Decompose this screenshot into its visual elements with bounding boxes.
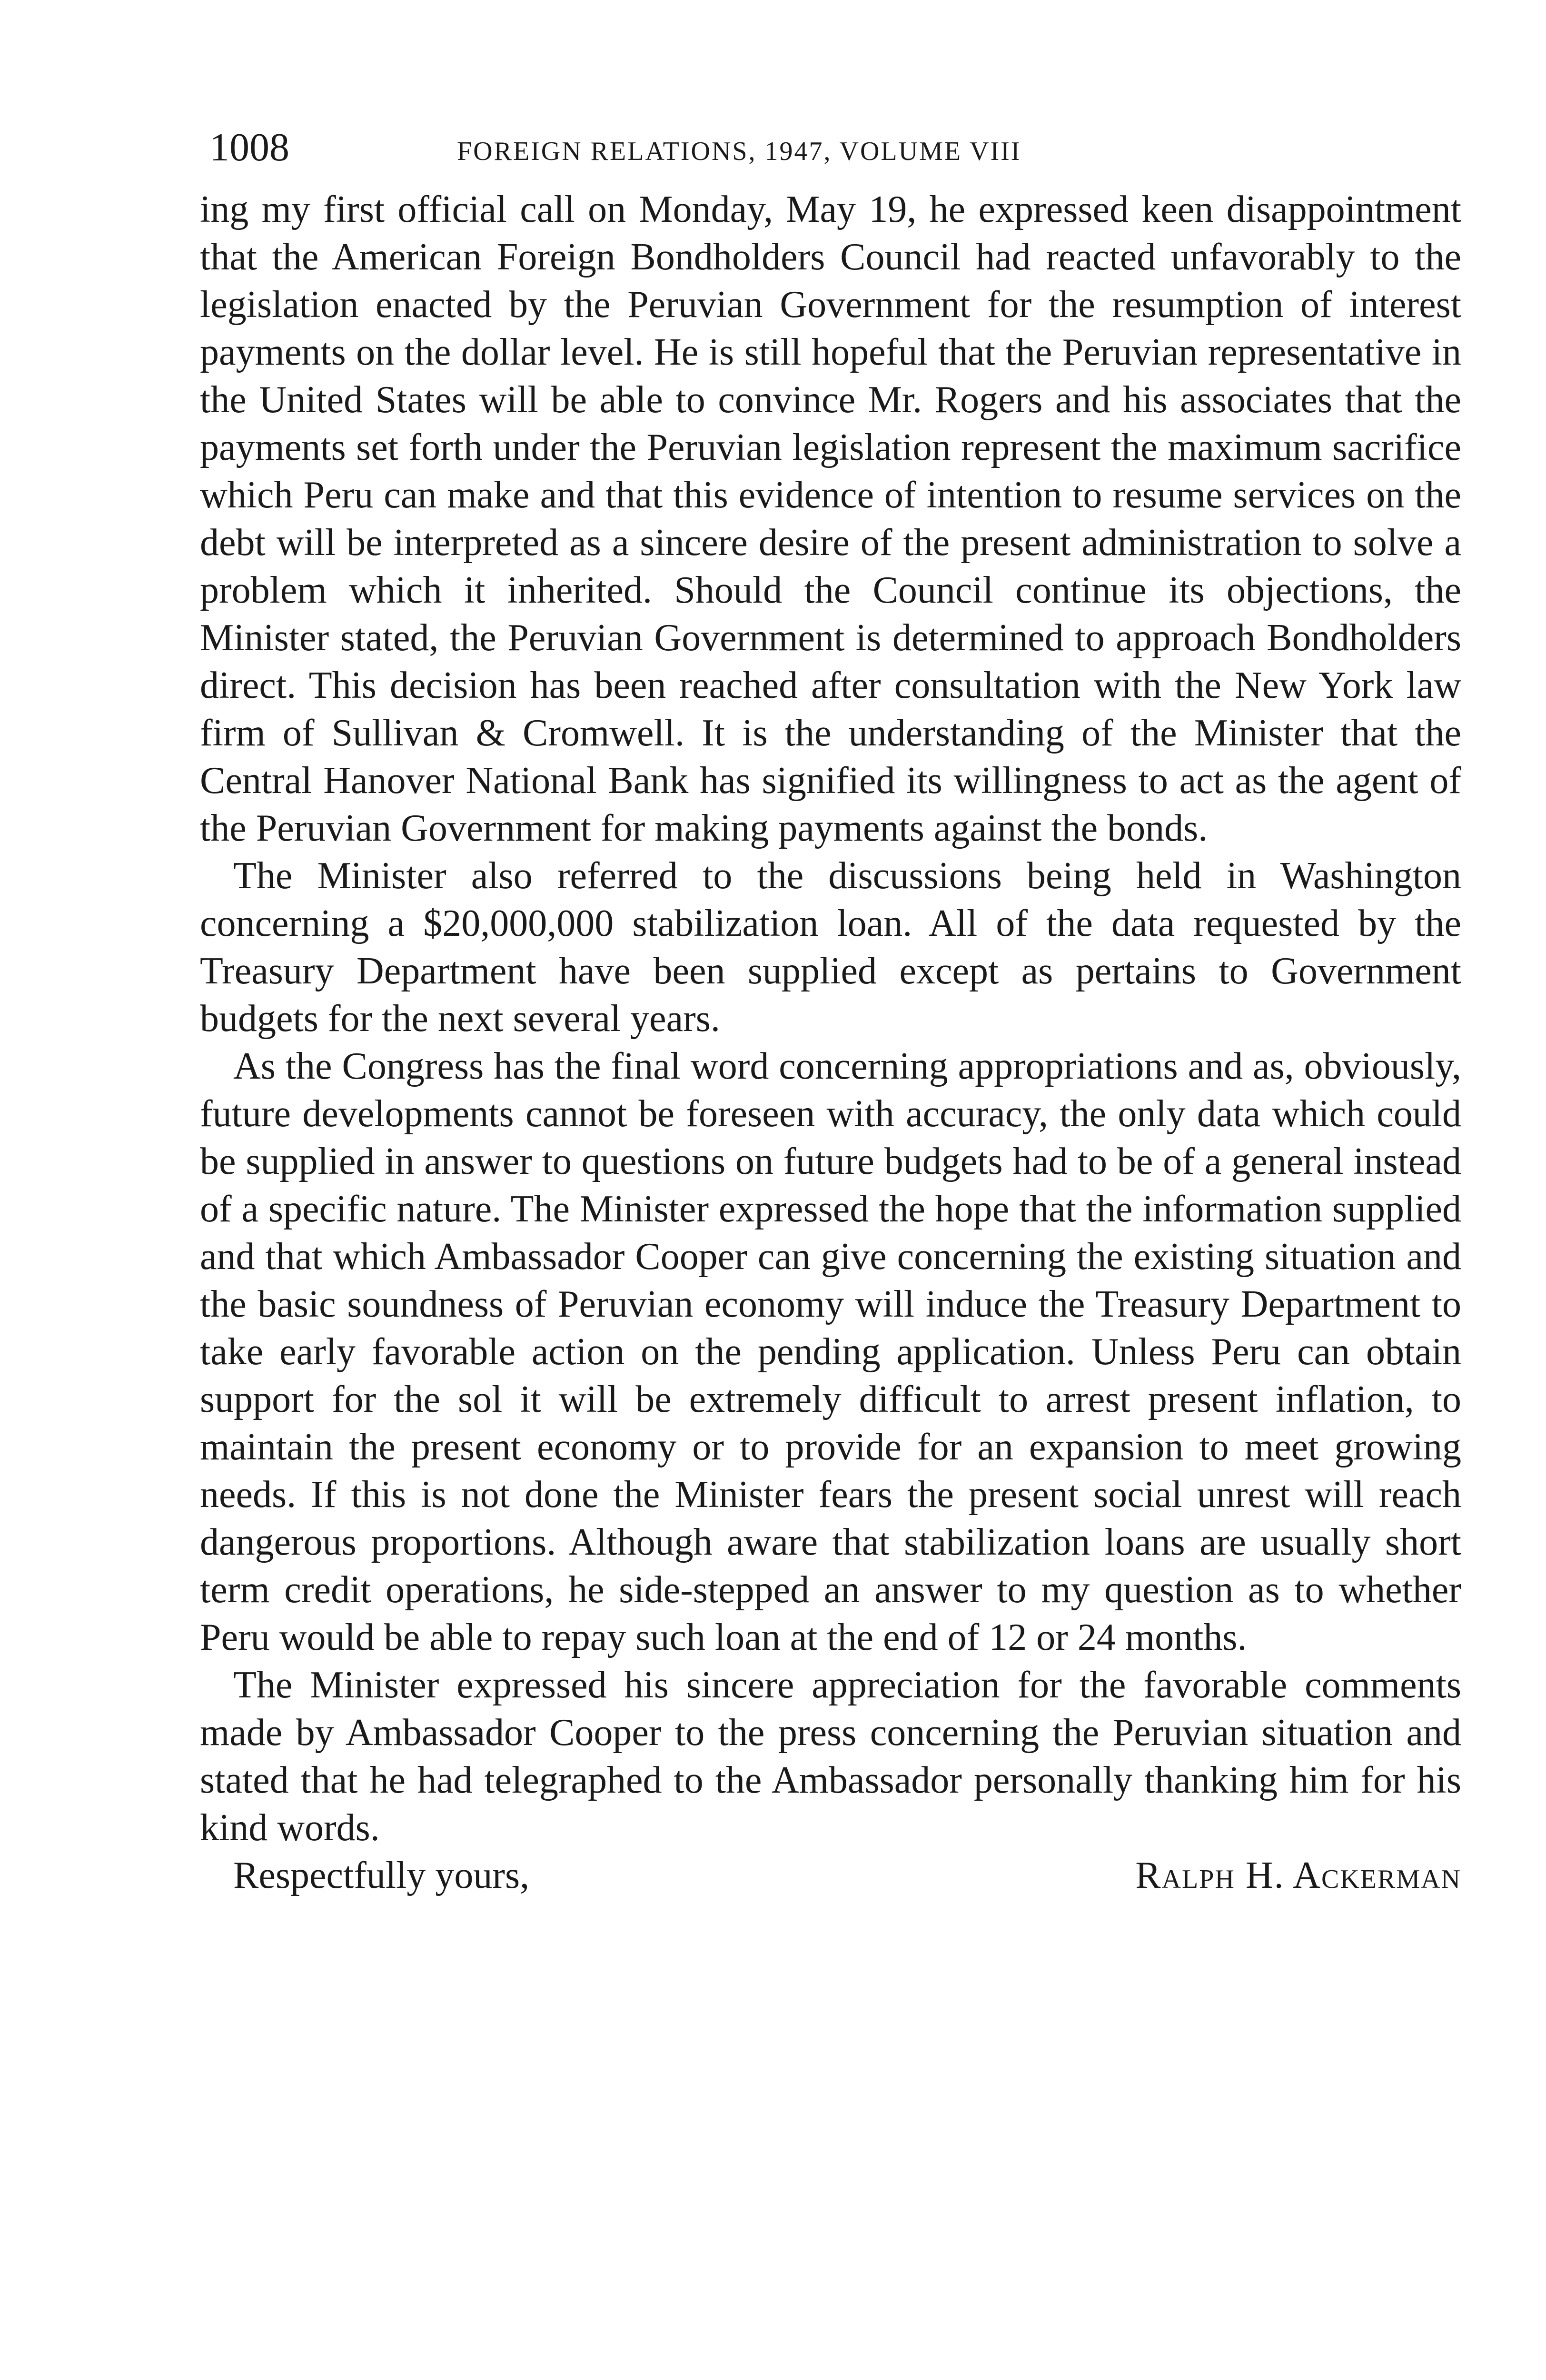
page-number: 1008 xyxy=(209,125,289,169)
page-header xyxy=(200,119,1461,186)
complimentary-close: Respectfully yours, xyxy=(233,1854,530,1896)
document-page xyxy=(200,119,1461,1904)
signature: Ralph H. Ackerman xyxy=(1135,1854,1461,1896)
running-head: FOREIGN RELATIONS, 1947, VOLUME VIII xyxy=(457,137,1021,166)
paragraph-congress-budgets: As the Congress has the final word concerning appropriations and as, obviously, future developments cannot be foreseen with accuracy, the only data which could be supplied in answer to questions on future budgets had to be of a general instead of a specific nature. The Minister expressed the hope that the information supplied and that which Ambassador Cooper can give concerning the existing situation and the basic soundness of Peruvian economy will induce the Treasury Department to take early favorable action on the pending application. Unless Peru can obtain support for the sol it will be extremely difficult to arrest present inflation, to maintain the present economy or to provide for an expansion to meet growing needs. If this is not done the Minister fears the present social unrest will reach dangerous proportions. Although aware that stabilization loans are usually short term credit operations, he side-stepped an answer to my question as to whether Peru would be able to repay such loan at the end of 12 or 24 months. xyxy=(200,1045,1461,1658)
paragraph-appreciation: The Minister expressed his sincere appreciation for the favorable comments made by Ambassador Cooper to the press concerning the Peruvian situation and stated that he had telegraphed to the Ambassador personally thanking him for his kind words. xyxy=(200,1664,1461,1849)
paragraph-continued: ing my first official call on Monday, May 19, he expressed keen disappointment that the American Foreign Bondholders Council had reacted unfavorably to the legislation enacted by the Peruvian Government for the resumption of interest payments on the dollar level. He is still hopeful that the Peruvian representative in the United States will be able to convince Mr. Rogers and his associates that the payments set forth under the Peruvian legislation represent the maximum sacrifice which Peru can make and that this evidence of intention to resume services on the debt will be interpreted as a sincere desire of the present administration to solve a problem which it inherited. Should the Council continue its objections, the Minister stated, the Peruvian Government is determined to approach Bondholders direct. This decision has been reached after consultation with the New York law firm of Sullivan & Cromwell. It is the understanding of the Minister that the Central Hanover National Bank has signified its willingness to act as the agent of the Peruvian Government for making payments against the bonds. xyxy=(200,188,1461,849)
letter-body xyxy=(200,186,1461,1852)
letter-closing xyxy=(200,1852,1461,1904)
paragraph-stabilization-loan: The Minister also referred to the discussions being held in Washington concerning a $20,000,000 stabilization loan. All of the data requested by the Treasury Department have been supplied except as pertains to Government budgets for the next several years. xyxy=(200,855,1461,1040)
